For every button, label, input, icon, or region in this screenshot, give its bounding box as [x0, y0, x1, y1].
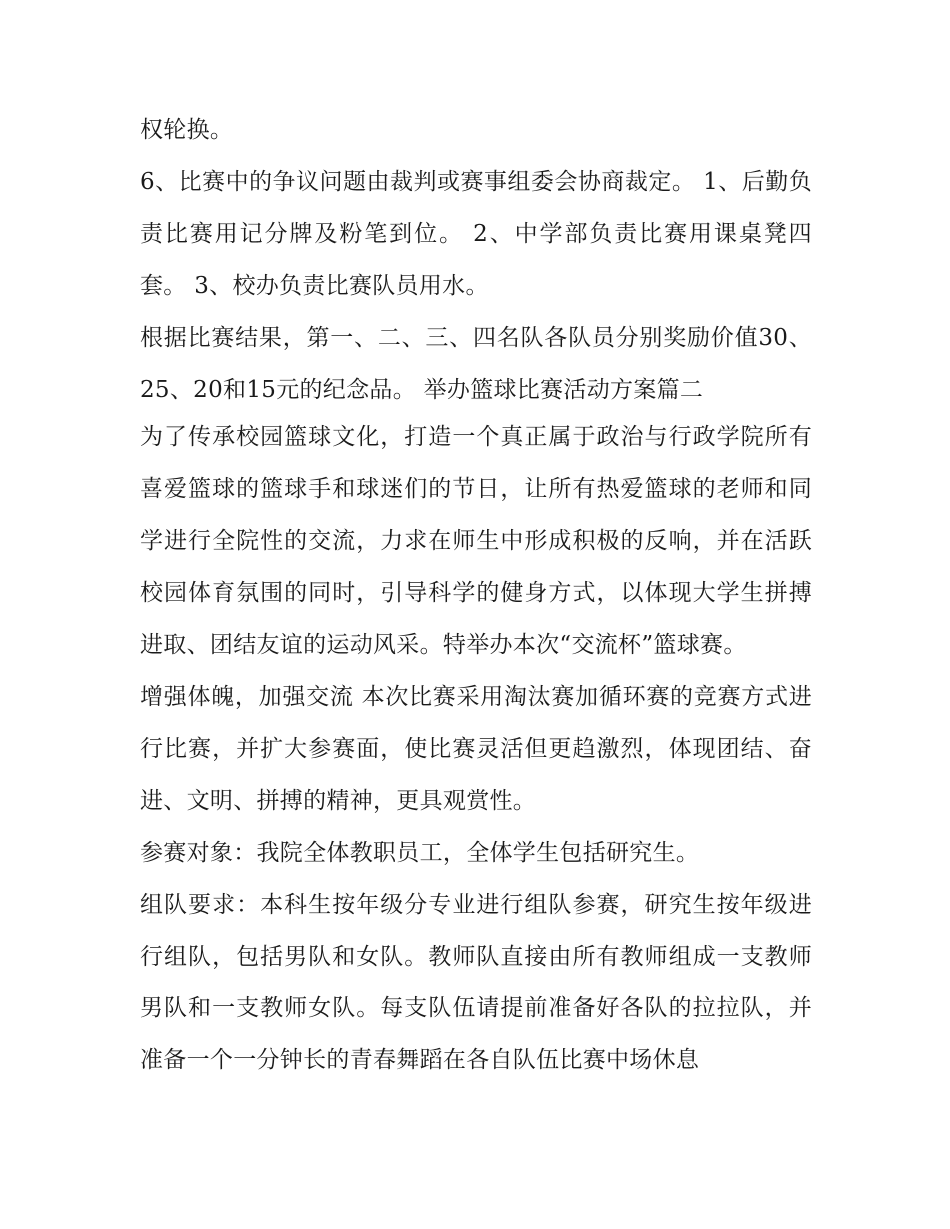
paragraph-1: 权轮换。 — [140, 117, 234, 143]
paragraph-7: 组队要求：本科生按年级分专业进行组队参赛，研究生按年级进行组队，包括男队和女队。教师队直接由所有教师组成一支教师男队和一支教师女队。每支队伍请提前准备好各队的拉拉队，并准备一个一分钟长的青春舞蹈在各自队伍比赛中场休息 — [140, 891, 812, 1074]
paragraph-4: 为了传承校园篮球文化，打造一个真正属于政治与行政学院所有喜爱篮球的篮球手和球迷们的节日，让所有热爱篮球的老师和同学进行全院性的交流，力求在师生中形成积极的反响，并在活跃校园体育氛围的同时，引导科学的健身方式，以体现大学生拼搏进取、团结友谊的运动风采。特举办本次“交流杯”篮球赛。 — [140, 424, 812, 659]
text-body — [140, 105, 812, 1087]
paragraph-3: 根据比赛结果，第一、二、三、四名队各队员分别奖励价值30、25、20和15元的纪念品。 举办篮球比赛活动方案篇二 — [140, 324, 812, 403]
paragraph-2: 6、比赛中的争议问题由裁判或赛事组委会协商裁定。 1、后勤负责比赛用记分牌及粉笔到位。 2、中学部负责比赛用课桌凳四套。 3、校办负责比赛队员用水。 — [140, 168, 812, 299]
paragraph-6: 参赛对象：我院全体教职员工，全体学生包括研究生。 — [140, 839, 700, 866]
paragraph-5: 增强体魄，加强交流 本次比赛采用淘汰赛加循环赛的竞赛方式进行比赛，并扩大参赛面，使比赛灵活但更趋激烈，体现团结、奋进、文明、拼搏的精神，更具观赏性。 — [140, 683, 812, 814]
